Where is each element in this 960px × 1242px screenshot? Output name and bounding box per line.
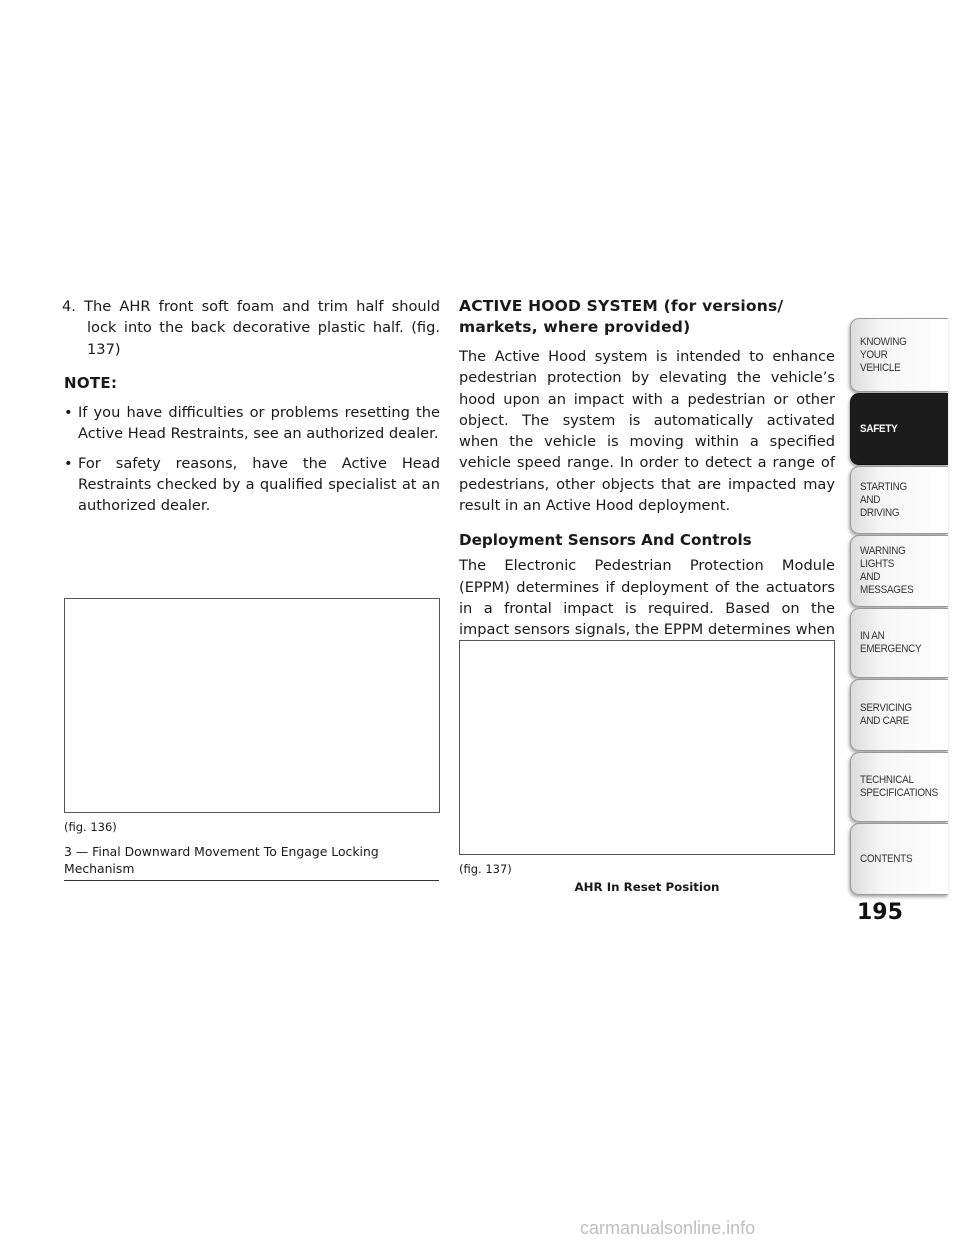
tab-warning-lights-and-messages[interactable]: WARNING LIGHTS AND MESSAGES xyxy=(850,535,948,607)
tab-safety[interactable]: SAFETY xyxy=(850,393,948,465)
left-column xyxy=(64,296,440,525)
tab-contents[interactable]: CONTENTS xyxy=(850,823,948,895)
footer-watermark: carmanualsonline.info xyxy=(580,1218,756,1238)
tab-starting-and-driving[interactable]: STARTING AND DRIVING xyxy=(850,466,948,534)
bullet-symbol: • xyxy=(64,454,73,472)
figure-137-label: (fig. 137) xyxy=(459,862,512,876)
tab-technical-specifications[interactable]: TECHNICAL SPECIFICATIONS xyxy=(850,752,948,822)
figure-137-caption: AHR In Reset Position xyxy=(574,880,720,894)
tab-knowing-your-vehicle[interactable]: KNOWING YOUR VEHICLE xyxy=(850,318,948,392)
active-hood-paragraph: The Active Hood system is intended to enhance pedestrian protection by elevating the vehicle’s hood upon an impact with a pedestrian or other object. The system is automatically activated when the vehicle is moving within a specified vehicle speed range. In order to detect a range of pedestrians, other objects that are impacted may result in an Active Hood deployment. xyxy=(459,348,835,515)
bullet-symbol: • xyxy=(64,404,73,422)
figure-136-caption: 3 — Final Downward Movement To Engage Locking Mechanism xyxy=(64,844,379,876)
caption-divider xyxy=(64,880,439,881)
note-bullet-list xyxy=(64,402,440,516)
tab-in-an-emergency[interactable]: IN AN EMERGENCY xyxy=(850,608,948,678)
figure-136-label: (fig. 136) xyxy=(64,820,117,834)
deployment-paragraph: The Electronic Pedestrian Protection Module (EPPM) determines if deployment of the actuators in a frontal impact is required. Based on the impact sensors signals, the EPPM determines when xyxy=(459,557,835,639)
subheading: Deployment Sensors And Controls xyxy=(459,531,752,550)
step-4-text: 4. The AHR front soft foam and trim half should lock into the back decorative plastic half. (fig. 137) xyxy=(62,298,440,358)
right-column xyxy=(459,296,835,662)
list-item: • If you have difficulties or problems resetting the Active Head Restraints, see an authorized dealer. xyxy=(64,404,440,443)
tab-servicing-and-care[interactable]: SERVICING AND CARE xyxy=(850,679,948,751)
figure-136-image xyxy=(64,598,440,813)
page-number: 195 xyxy=(857,900,903,925)
figure-137-image xyxy=(459,640,835,855)
list-item: • For safety reasons, have the Active Head Restraints checked by a qualified specialist at an authorized dealer. xyxy=(64,454,440,515)
section-heading: ACTIVE HOOD SYSTEM (for versions/ markets, where provided) xyxy=(459,297,784,336)
note-heading: NOTE: xyxy=(64,373,118,392)
